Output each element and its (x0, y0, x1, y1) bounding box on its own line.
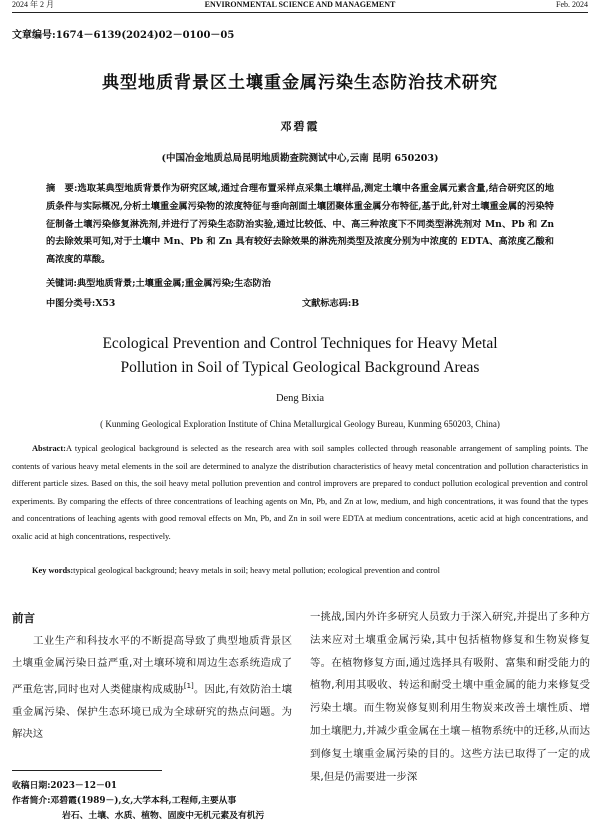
english-keywords (32, 566, 440, 575)
running-header (12, 0, 588, 13)
english-title-line-2: Pollution in Soil of Typical Geological Background Areas (120, 359, 480, 376)
header-date-en: Feb. 2024 (556, 0, 588, 9)
chinese-title: 典型地质背景区土壤重金属污染生态防治技术研究 (102, 73, 498, 93)
chinese-keywords-text: 典型地质背景;土壤重金属;重金属污染;生态防治 (76, 278, 271, 289)
english-keywords-label: Key words: (32, 566, 74, 575)
english-abstract-label: Abstract: (32, 444, 66, 453)
section-heading-preface: 前言 (12, 611, 35, 625)
chinese-author: 邓碧霞 (280, 120, 320, 133)
body-left-text: 工业生产和科技水平的不断提高导致了典型地质背景区土壤重金属污染日益严重,对土壤环境和周边生态系统造成了严重危害,同时也对人类健康构成威胁 (12, 635, 292, 696)
footnote-author-bio-cont: 岩石、土壤、水质、植物、固废中无机元素及有机污 (62, 811, 265, 821)
footnote-separator (12, 770, 162, 771)
chinese-keywords (46, 275, 271, 289)
footnote-received-date: 收稿日期:2023－12－01 (12, 781, 117, 791)
chinese-affiliation: (中国冶金地质总局昆明地质勘查院测试中心,云南 昆明 650203) (161, 153, 439, 164)
english-affiliation: ( Kunming Geological Exploration Institute of China Metallurgical Geology Bureau, Kunming 650203, China) (100, 419, 500, 429)
classification-number: 中图分类号:X53 (46, 298, 116, 309)
body-left-column (12, 630, 292, 746)
chinese-abstract (46, 180, 554, 269)
article-number: 文章编号:1674－6139(2024)02－0100－05 (12, 30, 235, 41)
body-paragraph-right: 一挑战,国内外许多研究人员致力于深入研究,并提出了多种方法来应对土壤重金属污染,其中包括植物修复和生物炭修复等。在植物修复方面,通过选择具有吸附、富集和耐受能力的植物,利用其吸收、转运和耐受土壤中重金属的能力来修复受污染土壤。而生物炭修复则利用生物炭来改善土壤性质、增加土壤肥力,并减少重金属在土壤－植物系统中的迁移,从而达到修复土壤重金属污染的目的。这些方法已取得了一定的成果,但是仍需要进一步深 (310, 611, 590, 783)
english-abstract (12, 440, 588, 545)
citation-ref: [1] (183, 681, 194, 690)
chinese-abstract-text: 选取某典型地质背景作为研究区域,通过合理布置采样点采集土壤样品,测定土壤中各重金属元素含量,结合研究区的地质条件与实际概况,分析土壤重金属污染物的浓度特征与垂向剖面土壤团聚体重金属分布特征,基于此,针对土壤重金属的污染特征制备土壤污染修复淋洗剂,并进行了污染生态防治实验,通过比较低、中、高三种浓度下不同类型淋洗剂对 Mn、Pb 和 Zn 的去除效果可知,对于土壤中 Mn、Pb 和 Zn 具有较好去除效果的淋洗剂类型及浓度分别为中浓度的 EDTA、高浓度乙酸和高浓度的草酸。 (46, 183, 554, 266)
body-right-column (310, 606, 590, 788)
body-left-text-cont: 。因此,有效防治土壤重金属污染、保护生态环境已成为全球研究的热点问题。为解决这 (12, 683, 292, 741)
chinese-abstract-label: 摘 要: (46, 183, 78, 194)
header-journal-name: ENVIRONMENTAL SCIENCE AND MANAGEMENT (204, 0, 396, 9)
english-keywords-text: typical geological background; heavy metals in soil; heavy metal pollution; ecological prevention and control (73, 566, 440, 575)
document-code: 文献标志码:B (302, 298, 360, 309)
body-paragraph-left (12, 630, 292, 746)
footnote-author-bio: 作者简介:邓碧霞(1989－),女,大学本科,工程师,主要从事 (12, 796, 237, 806)
header-date-zh: 2024 年 2 月 (12, 0, 54, 9)
english-title (0, 332, 600, 380)
english-title-line-1: Ecological Prevention and Control Techniques for Heavy Metal (102, 335, 498, 352)
english-author: Deng Bixia (275, 393, 325, 404)
english-abstract-text: A typical geological background is selected as the research area with soil samples collected through reasonable arrangement of sampling points. The contents of various heavy metal elements in the soil are determined to analyze the distribution characteristics of heavy metal concentration and pollution characteristics in different particle sizes. Based on this, the soil heavy metal pollution prevention and control improvers are prepared to conduct pollution ecological prevention and control experiments. By comparing the effects of three concentrations of leaching agents on Mn, Pb, and Zn at low, medium, and high concentrations, it was found that the types and concentrations of leaching agents with good removal effects on Mn, Pb, and Zn in soil were EDTA at medium concentrations, acetic acid at high concentrations, and oxalic acid at high concentrations, respectively. (12, 444, 588, 541)
chinese-keywords-label: 关键词: (46, 278, 77, 289)
